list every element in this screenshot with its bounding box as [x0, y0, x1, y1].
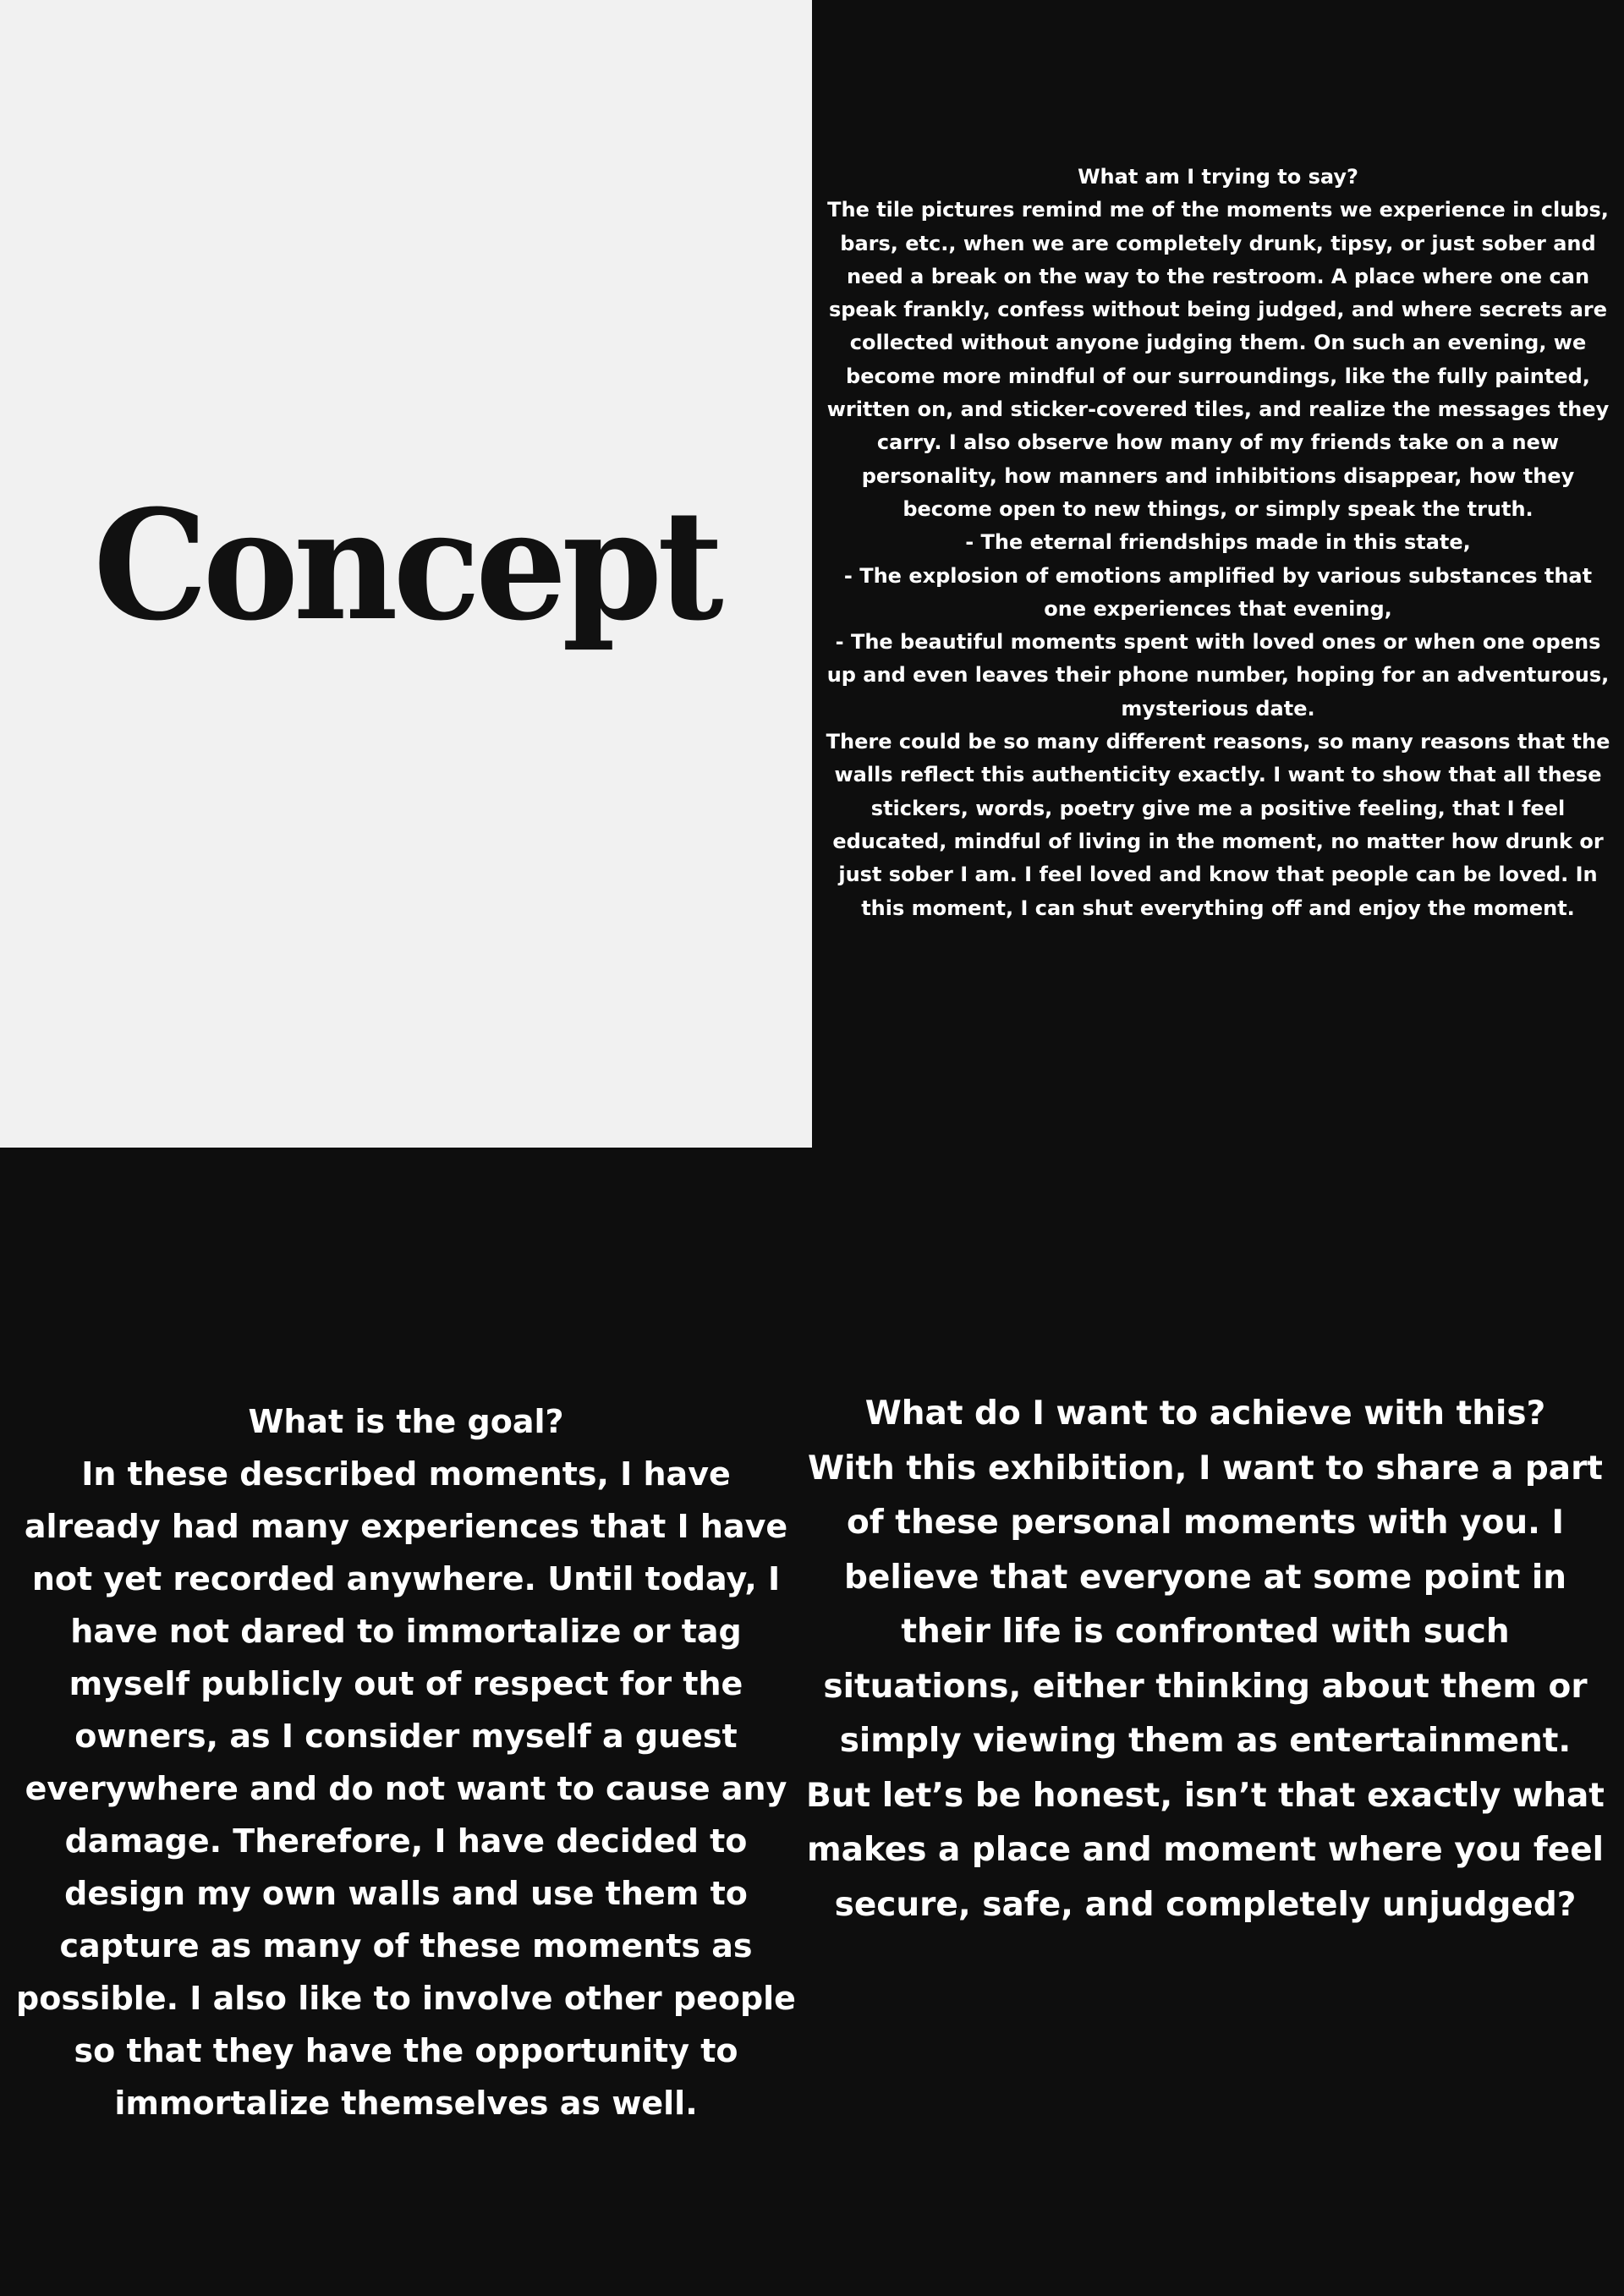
goal-heading: What is the goal?	[248, 1403, 564, 1440]
goal-body: In these described moments, I have already had many experiences that I have not yet recorded anywhere. Until today, I have not dared to immortalize or tag myself publicly out of respect for the owners, as I consider myself a guest everywhere and do not want to cause any damage. Therefore, I have decided to design my own walls and use them to capture as many of these moments as possible. I also like to involve other people so that they have the opportunity to immortalize themselves as well.	[16, 1455, 796, 2122]
intro-paragraph-1: The tile pictures remind me of the moments we experience in clubs, bars, etc., when we are completely drunk, tipsy, or just sober and need a break on the way to the restroom. A place where one can speak frankly, confess without being judged, and where secrets are collected without anyone judging them. On such an evening, we become more mindful of our surroundings, like the fully painted, written on, and sticker-covered tiles, and realize the messages they carry. I also observe how many of my friends take on a new personality, how manners and inhibitions disappear, how they become open to new things, or simply speak the truth.	[826, 198, 1610, 521]
concept-panel	[0, 0, 812, 1148]
intro-paragraph-2: There could be so many different reasons, so many reasons that the walls reflect this authenticity exactly. I want to show that all these stickers, words, poetry give me a positive feeling, that I feel educated, mindful of living in the moment, no matter how drunk or just sober I am. I feel loved and know that people can be loved. In this moment, I can shut everything off and enjoy the moment.	[826, 730, 1610, 920]
intro-bullet-3: - The beautiful moments spent with loved ones or when one opens up and even leaves their phone number, hoping for an adventurous, mysterious date.	[826, 630, 1610, 721]
intro-bullet-1: - The eternal friendships made in this state,	[965, 530, 1471, 555]
intro-text	[826, 161, 1610, 925]
intro-heading: What am I trying to say?	[1078, 165, 1358, 189]
achieve-heading: What do I want to achieve with this?	[864, 1395, 1546, 1433]
goal-section	[8, 1395, 804, 2129]
intro-bullet-2: - The explosion of emotions amplified by various substances that one experiences that evening,	[843, 563, 1593, 621]
achieve-section	[804, 1387, 1607, 1932]
achieve-body: With this exhibition, I want to share a part of these personal moments with you. I believe that everyone at some point in their life is confronted with such situations, either thinking about them or simply viewing them as entertainment. But let’s be honest, isn’t that exactly what makes a place and moment where you feel secure, safe, and completely unjudged?	[806, 1449, 1605, 1924]
concept-title: Concept	[93, 476, 719, 655]
intro-panel	[812, 0, 1624, 1148]
